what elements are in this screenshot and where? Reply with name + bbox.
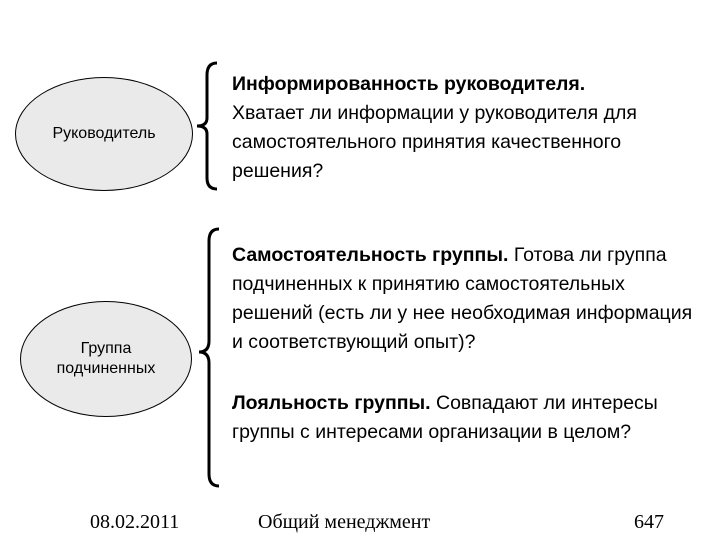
- footer-title: Общий менеджмент: [258, 511, 431, 533]
- group-node-label-line1: Группа: [80, 340, 132, 357]
- brace-manager: [197, 63, 217, 189]
- awareness-text: Хватает ли информации у руководителя для самостоятельного принятия качественного решения?: [232, 102, 637, 182]
- footer-page-number: 647: [634, 511, 664, 533]
- loyalty-title: Лояльность группы.: [232, 392, 431, 414]
- independence-text: Готова ли группа подчиненных к принятию самостоятельных решений (есть ли у нее необходимая информация и соответствующий опыт)?: [232, 244, 693, 353]
- awareness-title: Информированность руководителя.: [232, 73, 586, 95]
- loyalty-text: Совпадают ли интересы группы с интересами организации в целом?: [232, 392, 658, 443]
- independence-title: Самостоятельность группы.: [232, 244, 509, 266]
- awareness-block: [232, 70, 702, 186]
- manager-node-label: Руководитель: [52, 125, 156, 142]
- independence-block: [232, 241, 702, 357]
- footer-date: 08.02.2011: [90, 511, 180, 533]
- group-node-label-line2: подчиненных: [56, 360, 156, 377]
- brace-group: [199, 229, 219, 486]
- loyalty-block: [232, 389, 702, 447]
